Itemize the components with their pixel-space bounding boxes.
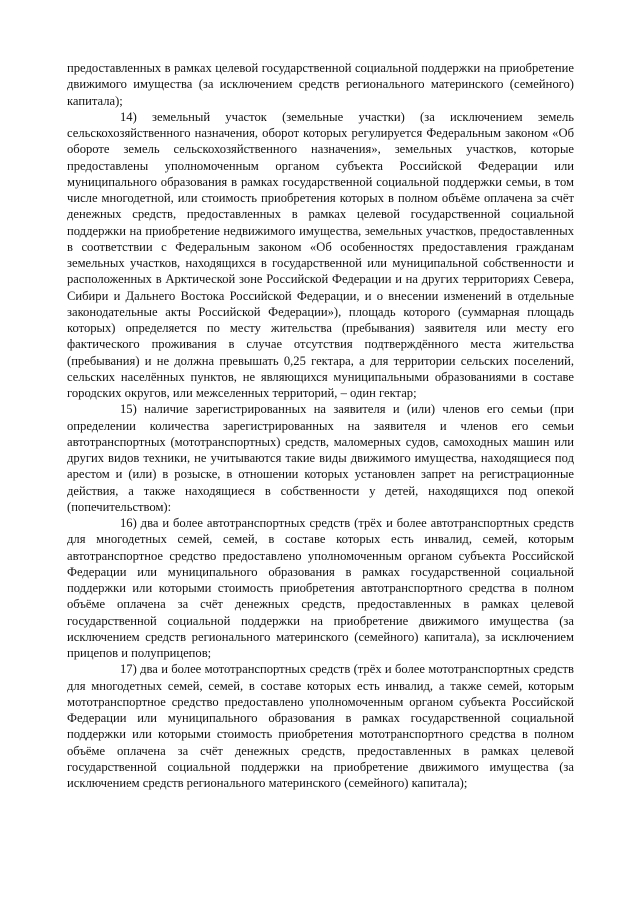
paragraph-continuation: предоставленных в рамках целевой государственной социальной поддержки на приобретение движимого имущества (за исключением средств регионального материнского (семейного) капитала); — [67, 61, 574, 108]
paragraph-item-15: 15) наличие зарегистрированных на заявителя и (или) членов его семьи (при определении количества зарегистрированных на заявителя и членов его семьи автотранспортных (мототранспортных) средств, маломерных судов, самоходных машин или других видов техники, не учитываются такие виды движимого имущества, находящиеся под арестом и (или) в розыске, в отношении которых установлен запрет на регистрационные действия, а также находящиеся в собственности у детей, находящихся под опекой (попечительством): — [67, 402, 574, 514]
paragraph-item-17: 17) два и более мототранспортных средств (трёх и более мототранспортных средств для многодетных семей, семей, в составе которых есть инвалид, а также семей, которым мототранспортное средство предоставлено уполномоченным органом субъекта Российской Федерации или муниципального образования в рамках государственной социальной поддержки или которыми стоимость приобретения мототранспортного средства в полном объёме оплачена за счёт денежных средств, предоставленных в рамках целевой государственной социальной поддержки на приобретение движимого имущества (за исключением средств регионального материнского (семейного) капитала); — [67, 662, 574, 790]
paragraph-item-14: 14) земельный участок (земельные участки) (за исключением земель сельскохозяйственного назначения, оборот которых регулируется Федеральным законом «Об обороте земель сельскохозяйственного назначения», земельных участков, которые предоставлены уполномоченным органом субъекта Российской Федерации или муниципального образования в рамках государственной социальной поддержки семьи, в том числе многодетной, или стоимость приобретения которых в полном объёме оплачена за счёт денежных средств, предоставленных в рамках целевой государственной социальной поддержки на приобретение недвижимого имущества, земельных участков, предоставленных в соответствии с Федеральным законом «Об особенностях предоставления гражданам земельных участков, находящихся в государственной или муниципальной собственности и расположенных в Арктической зоне Российской Федерации и на других территориях Севера, Сибири и Дальнего Востока Российской Федерации, и о внесении изменений в отдельные законодательные акты Российской Федерации»), площадь которого (суммарная площадь которых) определяется по месту жительства (пребывания) заявителя или месту его фактического проживания в случае отсутствия подтверждённого места жительства (пребывания) и не должна превышать 0,25 гектара, а для территории сельских поселений, сельских населённых пунктов, не являющихся муниципальными образованиями в составе городских округов, или межселенных территорий, – один гектар; — [67, 109, 574, 400]
paragraph-item-16: 16) два и более автотранспортных средств (трёх и более автотранспортных средств для многодетных семей, семей, в составе которых есть инвалид, семей, которым автотранспортное средство предоставлено уполномоченным органом субъекта Российской Федерации или муниципального образования в рамках государственной социальной поддержки или которыми стоимость приобретения автотранспортного средства в полном объёме оплачена за счёт денежных средств, предоставленных в рамках целевой государственной социальной поддержки на приобретение движимого имущества (за исключением средств регионального материнского (семейного) капитала), за исключением прицепов и полуприцепов; — [67, 516, 574, 660]
